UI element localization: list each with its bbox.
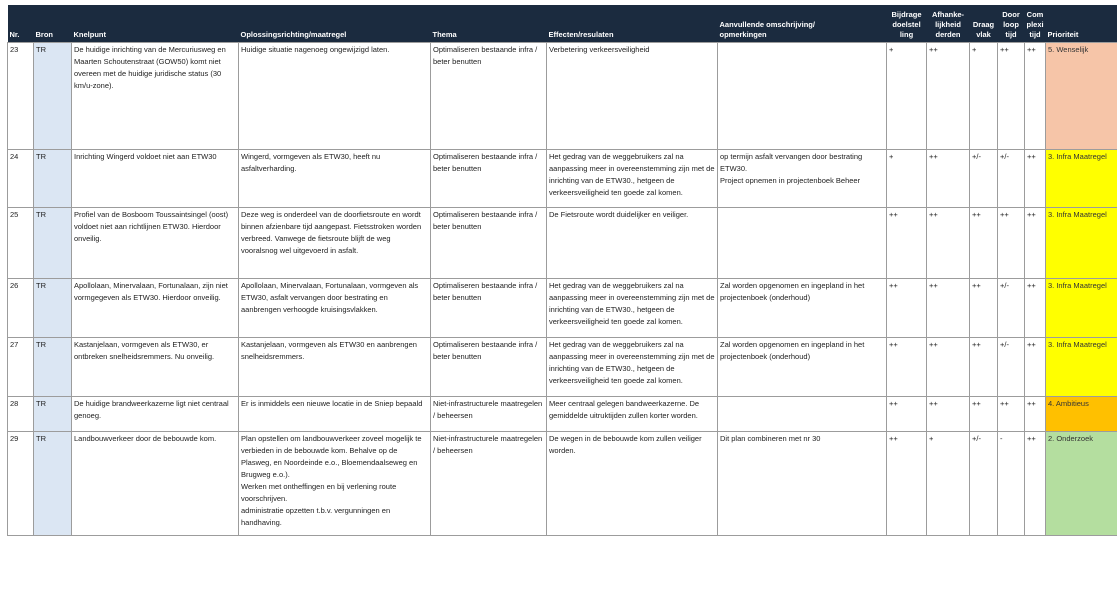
cell-complexiteit[interactable]: ++ bbox=[1025, 338, 1046, 397]
cell-complexiteit[interactable]: ++ bbox=[1025, 279, 1046, 338]
table-row[interactable] bbox=[8, 432, 1117, 536]
cell-bron[interactable]: TR bbox=[34, 397, 72, 432]
cell-bijdrage[interactable]: ++ bbox=[887, 397, 927, 432]
cell-effecten[interactable]: De Fietsroute wordt duidelijker en veiliger. bbox=[547, 208, 718, 279]
cell-oplossing[interactable]: Apollolaan, Minervalaan, Fortunalaan, vormgeven als ETW30, asfalt vervangen door bestrating en aanbrengen verhoogde kruisingsvlakken. bbox=[239, 279, 431, 338]
cell-draagvlak[interactable]: ++ bbox=[970, 397, 998, 432]
cell-aanvullend[interactable] bbox=[718, 43, 887, 150]
cell-complexiteit[interactable]: ++ bbox=[1025, 397, 1046, 432]
header-bijdrage bbox=[887, 5, 927, 43]
header-bron: Bron bbox=[34, 5, 72, 43]
cell-effecten[interactable]: De wegen in de bebouwde kom zullen veiliger worden. bbox=[547, 432, 718, 536]
cell-afhankelijkheid[interactable]: ++ bbox=[927, 397, 970, 432]
header-oplossing: Oplossingsrichting/maatregel bbox=[239, 5, 431, 43]
cell-bron[interactable]: TR bbox=[34, 279, 72, 338]
cell-bijdrage[interactable]: ++ bbox=[887, 432, 927, 536]
cell-thema[interactable]: Niet-infrastructurele maatregelen / beheersen bbox=[431, 397, 547, 432]
cell-doorlooptijd[interactable]: - bbox=[998, 432, 1025, 536]
cell-doorlooptijd[interactable]: +/- bbox=[998, 338, 1025, 397]
header-aanvullend-line2: opmerkingen bbox=[719, 30, 767, 39]
cell-thema[interactable]: Optimaliseren bestaande infra / beter benutten bbox=[431, 338, 547, 397]
cell-thema[interactable]: Optimaliseren bestaande infra / beter benutten bbox=[431, 279, 547, 338]
cell-doorlooptijd[interactable]: +/- bbox=[998, 150, 1025, 208]
cell-prioriteit[interactable]: 3. Infra Maatregel bbox=[1046, 208, 1117, 279]
cell-afhankelijkheid[interactable]: ++ bbox=[927, 150, 970, 208]
cell-draagvlak[interactable]: +/- bbox=[970, 150, 998, 208]
cell-bron[interactable]: TR bbox=[34, 43, 72, 150]
header-complexiteit bbox=[1025, 5, 1046, 43]
cell-nr[interactable]: 26 bbox=[8, 279, 34, 338]
header-aanvullend-line1: Aanvullende omschrijving/ bbox=[719, 20, 815, 29]
cell-nr[interactable]: 23 bbox=[8, 43, 34, 150]
cell-prioriteit[interactable]: 4. Ambitieus bbox=[1046, 397, 1117, 432]
cell-doorlooptijd[interactable]: +/- bbox=[998, 279, 1025, 338]
cell-doorlooptijd[interactable]: ++ bbox=[998, 397, 1025, 432]
header-afhankelijkheid-line3: derden bbox=[935, 30, 961, 39]
cell-draagvlak[interactable]: ++ bbox=[970, 338, 998, 397]
cell-bijdrage[interactable]: + bbox=[887, 150, 927, 208]
cell-knelpunt[interactable]: Inrichting Wingerd voldoet niet aan ETW30 bbox=[72, 150, 239, 208]
header-doorlooptijd-line1: Door bbox=[1002, 10, 1020, 19]
cell-aanvullend[interactable] bbox=[718, 397, 887, 432]
cell-oplossing[interactable]: Huidige situatie nagenoeg ongewijzigd laten. bbox=[239, 43, 431, 150]
table-wrapper bbox=[7, 5, 1117, 536]
cell-afhankelijkheid[interactable]: ++ bbox=[927, 279, 970, 338]
header-afhankelijkheid bbox=[927, 5, 970, 43]
cell-nr[interactable]: 28 bbox=[8, 397, 34, 432]
header-doorlooptijd bbox=[998, 5, 1025, 43]
cell-thema[interactable]: Optimaliseren bestaande infra / beter benutten bbox=[431, 43, 547, 150]
cell-afhankelijkheid[interactable]: ++ bbox=[927, 208, 970, 279]
header-bijdrage-line2: doelstel bbox=[892, 20, 921, 29]
header-knelpunt: Knelpunt bbox=[72, 5, 239, 43]
table-body bbox=[8, 43, 1117, 536]
cell-prioriteit[interactable]: 3. Infra Maatregel bbox=[1046, 150, 1117, 208]
cell-bijdrage[interactable]: ++ bbox=[887, 279, 927, 338]
cell-complexiteit[interactable]: ++ bbox=[1025, 208, 1046, 279]
cell-prioriteit[interactable]: 3. Infra Maatregel bbox=[1046, 338, 1117, 397]
cell-effecten[interactable]: Het gedrag van de weggebruikers zal na aanpassing meer in overeenstemming zijn met de inrichting van de ETW30., hetgeen de verkeersveiligheid ten goede zal komen. bbox=[547, 279, 718, 338]
header-afhankelijkheid-line1: Afhanke- bbox=[931, 10, 965, 19]
cell-oplossing[interactable]: Kastanjelaan, vormgeven als ETW30 en aanbrengen snelheidsremmers. bbox=[239, 338, 431, 397]
cell-draagvlak[interactable]: + bbox=[970, 43, 998, 150]
cell-knelpunt[interactable]: Landbouwverkeer door de bebouwde kom. bbox=[72, 432, 239, 536]
table-header bbox=[8, 5, 1117, 43]
cell-draagvlak[interactable]: ++ bbox=[970, 279, 998, 338]
table-row[interactable] bbox=[8, 338, 1117, 397]
cell-thema[interactable]: Optimaliseren bestaande infra / beter benutten bbox=[431, 208, 547, 279]
cell-thema[interactable]: Niet-infrastructurele maatregelen / beheersen bbox=[431, 432, 547, 536]
cell-oplossing[interactable]: Deze weg is onderdeel van de doorfietsroute en wordt binnen afzienbare tijd aangepast. Fietsstroken worden verbreed. Vanwege de fietsroute blijft de weg vooralsnog wel uitgevoerd in asfalt. bbox=[239, 208, 431, 279]
cell-bron[interactable]: TR bbox=[34, 338, 72, 397]
header-aanvullend bbox=[718, 5, 887, 43]
cell-nr[interactable]: 29 bbox=[8, 432, 34, 536]
header-thema: Thema bbox=[431, 5, 547, 43]
cell-afhankelijkheid[interactable]: + bbox=[927, 432, 970, 536]
header-effecten: Effecten/resulaten bbox=[547, 5, 718, 43]
cell-doorlooptijd[interactable]: ++ bbox=[998, 43, 1025, 150]
cell-afhankelijkheid[interactable]: ++ bbox=[927, 43, 970, 150]
cell-nr[interactable]: 27 bbox=[8, 338, 34, 397]
cell-complexiteit[interactable]: ++ bbox=[1025, 43, 1046, 150]
cell-prioriteit[interactable]: 3. Infra Maatregel bbox=[1046, 279, 1117, 338]
cell-draagvlak[interactable]: ++ bbox=[970, 208, 998, 279]
cell-bijdrage[interactable]: + bbox=[887, 43, 927, 150]
header-nr: Nr. bbox=[8, 5, 34, 43]
cell-oplossing[interactable]: Wingerd, vormgeven als ETW30, heeft nu asfaltverharding. bbox=[239, 150, 431, 208]
cell-effecten[interactable]: Meer centraal gelegen bandweerkazerne. De gemiddelde uitruktijden zullen korter worden. bbox=[547, 397, 718, 432]
cell-knelpunt[interactable]: De huidige inrichting van de Mercuriusweg en Maarten Schoutenstraat (GOW50) komt niet overeen met de huidige juridische status (30 km/u-zone). bbox=[72, 43, 239, 150]
measures-table bbox=[7, 5, 1117, 536]
cell-prioriteit[interactable]: 2. Onderzoek bbox=[1046, 432, 1117, 536]
cell-draagvlak[interactable]: +/- bbox=[970, 432, 998, 536]
header-bijdrage-line1: Bijdrage bbox=[891, 10, 922, 19]
header-draagvlak bbox=[970, 5, 998, 43]
cell-aanvullend[interactable]: op termijn asfalt vervangen door bestrating ETW30. Project opnemen in projectenboek Beheer bbox=[718, 150, 887, 208]
cell-afhankelijkheid[interactable]: ++ bbox=[927, 338, 970, 397]
cell-knelpunt[interactable]: Apollolaan, Minervalaan, Fortunalaan, zijn niet vormgegeven als ETW30. Hierdoor onveilig. bbox=[72, 279, 239, 338]
table-row[interactable] bbox=[8, 208, 1117, 279]
cell-bijdrage[interactable]: ++ bbox=[887, 338, 927, 397]
header-draagvlak-line1: Draag bbox=[972, 20, 995, 29]
cell-effecten[interactable]: Verbetering verkeersveiligheid bbox=[547, 43, 718, 150]
header-afhankelijkheid-line2: lijkheid bbox=[935, 20, 961, 29]
header-complexiteit-line1: Com bbox=[1026, 10, 1044, 19]
cell-prioriteit[interactable]: 5. Wenselijk bbox=[1046, 43, 1117, 150]
cell-knelpunt[interactable]: Kastanjelaan, vormgeven als ETW30, er ontbreken snelheidsremmers. Nu onveilig. bbox=[72, 338, 239, 397]
header-bijdrage-line3: ling bbox=[899, 30, 914, 39]
cell-bijdrage[interactable]: ++ bbox=[887, 208, 927, 279]
header-prioriteit: Prioriteit bbox=[1046, 5, 1117, 43]
table-row[interactable] bbox=[8, 397, 1117, 432]
cell-aanvullend[interactable] bbox=[718, 208, 887, 279]
cell-bron[interactable]: TR bbox=[34, 150, 72, 208]
header-doorlooptijd-line3: tijd bbox=[1005, 30, 1017, 39]
cell-aanvullend[interactable]: Zal worden opgenomen en ingepland in het projectenboek (onderhoud) bbox=[718, 338, 887, 397]
cell-aanvullend[interactable]: Zal worden opgenomen en ingepland in het projectenboek (onderhoud) bbox=[718, 279, 887, 338]
cell-bron[interactable]: TR bbox=[34, 432, 72, 536]
cell-nr[interactable]: 25 bbox=[8, 208, 34, 279]
cell-oplossing[interactable]: Plan opstellen om landbouwverkeer zoveel mogelijk te verbieden in de bebouwde kom. Behalve op de Plasweg, en Noordeinde e.o., Bloemendaalseweg en Brugweg e.o.). Werken met ontheffingen en bij verlening route voorschrijven. administratie opzetten t.b.v. vergunningen en handhaving. bbox=[239, 432, 431, 536]
cell-knelpunt[interactable]: De huidige brandweerkazerne ligt niet centraal genoeg. bbox=[72, 397, 239, 432]
table-row[interactable] bbox=[8, 150, 1117, 208]
header-doorlooptijd-line2: loop bbox=[1003, 20, 1019, 29]
cell-thema[interactable]: Optimaliseren bestaande infra / beter benutten bbox=[431, 150, 547, 208]
cell-doorlooptijd[interactable]: ++ bbox=[998, 208, 1025, 279]
table-row[interactable] bbox=[8, 279, 1117, 338]
header-complexiteit-line2: plexi bbox=[1026, 20, 1044, 29]
cell-knelpunt[interactable]: Profiel van de Bosboom Toussaintsingel (oost) voldoet niet aan richtlijnen ETW30. Hierdoor onveilig. bbox=[72, 208, 239, 279]
cell-effecten[interactable]: Het gedrag van de weggebruikers zal na aanpassing meer in overeenstemming zijn met de inrichting van de ETW30., hetgeen de verkeersveiligheid ten goede zal komen. bbox=[547, 338, 718, 397]
cell-aanvullend[interactable]: Dit plan combineren met nr 30 bbox=[718, 432, 887, 536]
cell-bron[interactable]: TR bbox=[34, 208, 72, 279]
header-complexiteit-line3: tijd bbox=[1029, 30, 1041, 39]
cell-nr[interactable]: 24 bbox=[8, 150, 34, 208]
cell-effecten[interactable]: Het gedrag van de weggebruikers zal na aanpassing meer in overeenstemming zijn met de inrichting van de ETW30., hetgeen de verkeersveiligheid ten goede zal komen. bbox=[547, 150, 718, 208]
cell-complexiteit[interactable]: ++ bbox=[1025, 150, 1046, 208]
table-row[interactable] bbox=[8, 43, 1117, 150]
cell-complexiteit[interactable]: ++ bbox=[1025, 432, 1046, 536]
header-draagvlak-line2: vlak bbox=[976, 30, 991, 39]
header-row bbox=[8, 5, 1117, 43]
cell-oplossing[interactable]: Er is inmiddels een nieuwe locatie in de Sniep bepaald bbox=[239, 397, 431, 432]
